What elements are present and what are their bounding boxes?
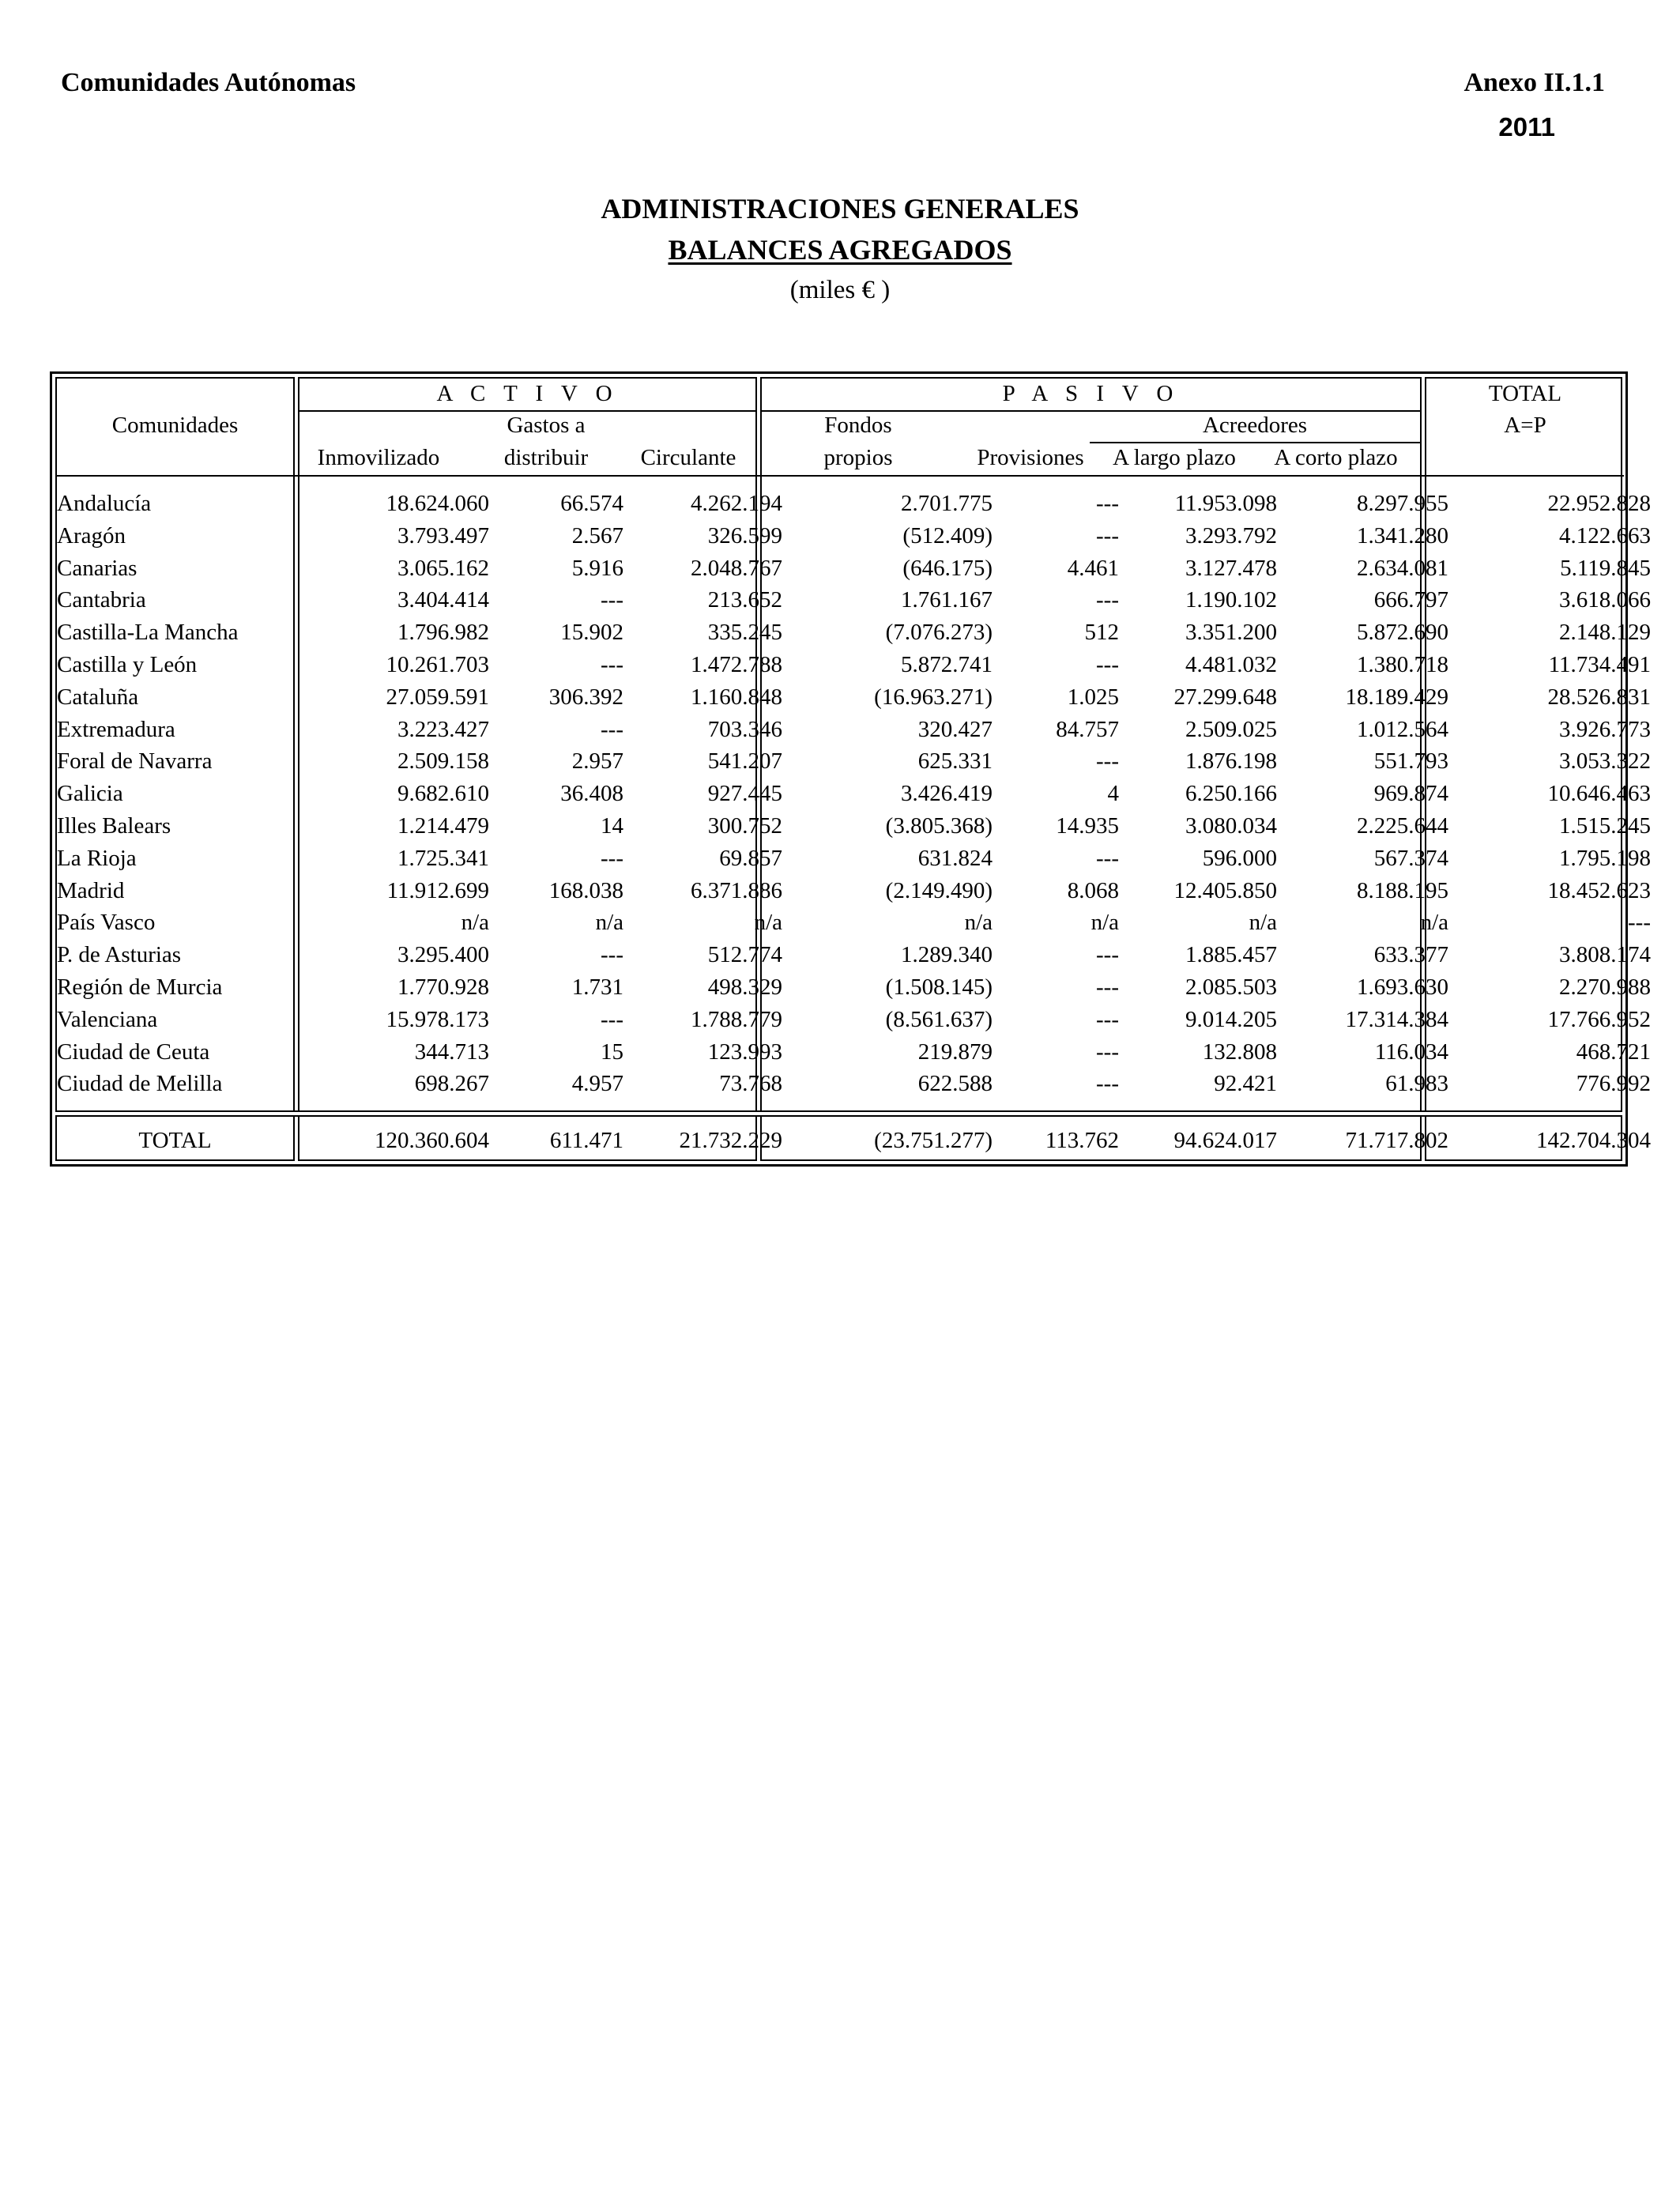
table-cell: 4.262.194 bbox=[691, 491, 782, 516]
total-cell: 120.360.604 bbox=[375, 1128, 489, 1153]
table-cell: 168.038 bbox=[548, 877, 623, 903]
provisiones-header: Provisiones bbox=[977, 445, 1084, 470]
page-title: ADMINISTRACIONES GENERALES bbox=[601, 193, 1079, 224]
table-cell: 5.916 bbox=[571, 555, 623, 581]
table-cell: 1.796.982 bbox=[397, 620, 489, 646]
row-label: Valenciana bbox=[57, 1006, 158, 1032]
table-cell: 3.065.162 bbox=[397, 555, 489, 581]
table-cell: 1.472.788 bbox=[691, 652, 782, 677]
table-cell: 17.314.384 bbox=[1345, 1006, 1448, 1032]
table-cell: (7.076.273) bbox=[885, 620, 993, 646]
table-cell: 541.207 bbox=[707, 748, 782, 775]
table-cell: 4.461 bbox=[1067, 555, 1119, 581]
table-cell: 622.588 bbox=[917, 1071, 993, 1097]
table-cell: 132.808 bbox=[1202, 1039, 1277, 1065]
table-cell: 5.872.690 bbox=[1357, 620, 1448, 646]
table-cell: (3.805.368) bbox=[885, 813, 993, 839]
table-cell: 3.404.414 bbox=[397, 587, 489, 613]
table-cell: 6.371.886 bbox=[691, 877, 782, 903]
table-cell: 36.408 bbox=[560, 781, 623, 807]
table-cell: 3.808.174 bbox=[1559, 942, 1651, 968]
table-cell: --- bbox=[1096, 1071, 1119, 1097]
table-cell: n/a bbox=[1420, 910, 1448, 936]
table-cell: 15.902 bbox=[560, 620, 623, 646]
activo-header: A C T I V O bbox=[436, 381, 619, 406]
row-label: Cataluña bbox=[57, 684, 139, 710]
table-cell: 306.392 bbox=[548, 684, 623, 710]
gastos-header-1: Gastos a bbox=[507, 413, 586, 438]
table-cell: n/a bbox=[754, 910, 782, 936]
table-cell: 2.148.129 bbox=[1559, 620, 1651, 646]
gastos-header-2: distribuir bbox=[503, 445, 589, 470]
table-cell: 4.957 bbox=[571, 1071, 623, 1097]
acreedores-header: Acreedores bbox=[1202, 413, 1308, 438]
table-cell: --- bbox=[1096, 652, 1119, 677]
table-cell: 1.788.779 bbox=[691, 1006, 782, 1032]
table-cell: 4.122.663 bbox=[1559, 522, 1651, 548]
table-cell: --- bbox=[601, 652, 623, 677]
table-cell: 2.509.158 bbox=[397, 748, 489, 775]
table-cell: 8.188.195 bbox=[1357, 877, 1448, 903]
table-cell: 776.992 bbox=[1576, 1071, 1651, 1097]
table-cell: 512.774 bbox=[707, 942, 782, 968]
table-cell: 927.445 bbox=[707, 781, 782, 807]
total-cell: 142.704.304 bbox=[1536, 1128, 1651, 1153]
inmovilizado-header: Inmovilizado bbox=[317, 445, 440, 470]
table-cell: 11.734.491 bbox=[1548, 652, 1651, 677]
table-cell: 3.080.034 bbox=[1185, 813, 1277, 839]
table-cell: 28.526.831 bbox=[1547, 684, 1651, 710]
table-cell: 27.299.648 bbox=[1173, 684, 1277, 710]
table-cell: 625.331 bbox=[917, 748, 993, 775]
table-cell: n/a bbox=[1090, 910, 1119, 936]
table-cell: --- bbox=[1096, 1039, 1119, 1065]
table-cell: 6.250.166 bbox=[1185, 781, 1277, 807]
table-cell: 551.793 bbox=[1373, 748, 1448, 775]
table-cell: --- bbox=[601, 845, 623, 871]
table-cell: 631.824 bbox=[917, 845, 993, 871]
table-cell: n/a bbox=[595, 910, 623, 936]
table-cell: 3.053.322 bbox=[1559, 748, 1651, 775]
table-cell: 1.876.198 bbox=[1185, 748, 1277, 775]
table-cell: --- bbox=[1096, 845, 1119, 871]
table-cell: 84.757 bbox=[1056, 716, 1119, 742]
row-label: Foral de Navarra bbox=[57, 748, 213, 775]
table-cell: 633.377 bbox=[1373, 942, 1448, 968]
table-cell: 9.682.610 bbox=[397, 781, 489, 807]
table-cell: 18.624.060 bbox=[386, 491, 489, 516]
table-cell: 8.297.955 bbox=[1357, 491, 1448, 516]
table-cell: 498.329 bbox=[707, 974, 782, 1000]
title-block bbox=[0, 188, 1680, 310]
table-cell: --- bbox=[1628, 910, 1651, 936]
table-cell: 219.879 bbox=[917, 1039, 993, 1065]
table-cell: 9.014.205 bbox=[1185, 1006, 1277, 1032]
table-cell: 1.770.928 bbox=[397, 974, 489, 1000]
table-cell: 666.797 bbox=[1373, 587, 1448, 613]
table-cell: 5.119.845 bbox=[1560, 555, 1651, 581]
divider-activo bbox=[293, 377, 299, 1161]
corto-plazo-header: A corto plazo bbox=[1274, 445, 1398, 470]
report-year: 2011 bbox=[1498, 112, 1555, 141]
table-cell: 11.953.098 bbox=[1174, 491, 1277, 516]
table-cell: (512.409) bbox=[902, 522, 993, 548]
table-cell: 61.983 bbox=[1385, 1071, 1448, 1097]
table-cell: 116.034 bbox=[1374, 1039, 1448, 1065]
header-bottom-line bbox=[55, 475, 1624, 477]
table-cell: 3.293.792 bbox=[1185, 522, 1277, 548]
circulante-header: Circulante bbox=[640, 445, 736, 470]
table-cell: 92.421 bbox=[1214, 1071, 1277, 1097]
table-cell: 3.295.400 bbox=[397, 942, 489, 968]
table-cell: --- bbox=[1096, 942, 1119, 968]
total-header: TOTAL bbox=[1488, 381, 1562, 406]
pasivo-header: P A S I V O bbox=[1002, 381, 1180, 406]
units-label: (miles € ) bbox=[789, 276, 891, 304]
table-cell: 2.270.988 bbox=[1559, 974, 1651, 1000]
table-cell: 14 bbox=[601, 813, 623, 839]
table-cell: 2.701.775 bbox=[901, 491, 993, 516]
row-label: Canarias bbox=[57, 555, 137, 581]
table-cell: 2.567 bbox=[571, 522, 623, 548]
row-label: Región de Murcia bbox=[57, 974, 223, 1000]
total-header-sub: A=P bbox=[1504, 413, 1546, 438]
total-cell: 21.732.229 bbox=[679, 1128, 782, 1153]
table-cell: --- bbox=[1096, 587, 1119, 613]
table-cell: 1.795.198 bbox=[1559, 845, 1651, 871]
table-cell: (16.963.271) bbox=[874, 684, 993, 710]
table-cell: 1.341.280 bbox=[1357, 522, 1448, 548]
table-cell: 468.721 bbox=[1576, 1039, 1651, 1065]
table-cell: 2.509.025 bbox=[1185, 716, 1277, 742]
table-cell: 14.935 bbox=[1056, 813, 1119, 839]
table-cell: --- bbox=[1096, 974, 1119, 1000]
table-cell: 213.652 bbox=[707, 587, 782, 613]
table-cell: 1.761.167 bbox=[901, 587, 993, 613]
table-cell: 1.725.341 bbox=[397, 845, 489, 871]
table-cell: --- bbox=[601, 716, 623, 742]
table-cell: 27.059.591 bbox=[386, 684, 489, 710]
table-cell: --- bbox=[601, 587, 623, 613]
table-cell: 1.190.102 bbox=[1185, 587, 1277, 613]
table-cell: 8.068 bbox=[1067, 877, 1119, 903]
table-cell: (8.561.637) bbox=[885, 1006, 993, 1032]
table-cell: 15 bbox=[601, 1039, 623, 1065]
table-cell: 326.599 bbox=[707, 522, 782, 548]
table-cell: 69.857 bbox=[719, 845, 782, 871]
table-cell: (2.149.490) bbox=[885, 877, 993, 903]
table-cell: 300.752 bbox=[707, 813, 782, 839]
total-cell: 113.762 bbox=[1045, 1128, 1119, 1153]
table-cell: --- bbox=[601, 1006, 623, 1032]
section-title: Comunidades Autónomas bbox=[61, 68, 356, 97]
table-cell: n/a bbox=[1249, 910, 1277, 936]
table-cell: 512 bbox=[1084, 620, 1119, 646]
table-cell: 73.768 bbox=[719, 1071, 782, 1097]
table-cell: 1.380.718 bbox=[1357, 652, 1448, 677]
annex-number: Anexo II.1.1 bbox=[1463, 68, 1605, 97]
table-cell: 5.872.741 bbox=[901, 652, 993, 677]
fondos-header-2: propios bbox=[823, 445, 893, 470]
table-cell: 703.346 bbox=[707, 716, 782, 742]
row-label: Aragón bbox=[57, 522, 126, 548]
row-label: Ciudad de Melilla bbox=[57, 1071, 223, 1097]
table-cell: 1.025 bbox=[1067, 684, 1119, 710]
table-cell: 596.000 bbox=[1202, 845, 1277, 871]
table-cell: 18.189.429 bbox=[1345, 684, 1448, 710]
table-cell: 567.374 bbox=[1373, 845, 1448, 871]
row-label: Extremadura bbox=[57, 716, 175, 742]
table-cell: --- bbox=[601, 942, 623, 968]
table-cell: 15.978.173 bbox=[386, 1006, 489, 1032]
table-cell: 4 bbox=[1107, 781, 1119, 807]
table-cell: 10.261.703 bbox=[386, 652, 489, 677]
table-cell: 1.289.340 bbox=[901, 942, 993, 968]
table-cell: (1.508.145) bbox=[885, 974, 993, 1000]
table-cell: 1.515.245 bbox=[1559, 813, 1651, 839]
table-cell: 3.793.497 bbox=[397, 522, 489, 548]
largo-plazo-header: A largo plazo bbox=[1113, 445, 1236, 470]
table-cell: 1.885.457 bbox=[1185, 942, 1277, 968]
row-label: Galicia bbox=[57, 781, 123, 807]
fondos-header-1: Fondos bbox=[824, 413, 892, 438]
table-cell: 17.766.952 bbox=[1547, 1006, 1651, 1032]
table-cell: 335.245 bbox=[707, 620, 782, 646]
total-cell: 71.717.802 bbox=[1345, 1128, 1448, 1153]
table-cell: 320.427 bbox=[917, 716, 993, 742]
table-cell: 3.618.066 bbox=[1559, 587, 1651, 613]
table-cell: 1.214.479 bbox=[397, 813, 489, 839]
table-cell: 1.012.564 bbox=[1357, 716, 1448, 742]
table-cell: 66.574 bbox=[560, 491, 623, 516]
table-cell: --- bbox=[1096, 522, 1119, 548]
total-cell: (23.751.277) bbox=[874, 1128, 993, 1153]
row-label: Ciudad de Ceuta bbox=[57, 1039, 210, 1065]
row-label: Andalucía bbox=[57, 491, 152, 516]
table-cell: 22.952.828 bbox=[1547, 491, 1651, 516]
table-cell: 1.160.848 bbox=[691, 684, 782, 710]
table-cell: 123.993 bbox=[707, 1039, 782, 1065]
row-label: Madrid bbox=[57, 877, 125, 903]
row-label: Castilla y León bbox=[57, 652, 198, 677]
table-cell: 344.713 bbox=[414, 1039, 489, 1065]
comunidades-header: Comunidades bbox=[111, 413, 239, 438]
table-cell: --- bbox=[1096, 1006, 1119, 1032]
table-cell: 3.426.419 bbox=[901, 781, 993, 807]
balance-table bbox=[50, 371, 1651, 1167]
total-divider bbox=[55, 1110, 1622, 1117]
row-label: Castilla-La Mancha bbox=[57, 620, 239, 646]
table-cell: 3.127.478 bbox=[1185, 555, 1277, 581]
table-cell: 4.481.032 bbox=[1185, 652, 1277, 677]
table-cell: 698.267 bbox=[414, 1071, 489, 1097]
table-cell: 2.085.503 bbox=[1185, 974, 1277, 1000]
table-cell: 18.452.623 bbox=[1547, 877, 1651, 903]
table-cell: n/a bbox=[964, 910, 993, 936]
table-cell: --- bbox=[1096, 748, 1119, 775]
table-cell: 1.693.630 bbox=[1357, 974, 1448, 1000]
total-cell: 611.471 bbox=[549, 1128, 623, 1153]
table-cell: 2.634.081 bbox=[1357, 555, 1448, 581]
table-cell: --- bbox=[1096, 491, 1119, 516]
table-cell: 2.957 bbox=[571, 748, 623, 775]
table-cell: 10.646.463 bbox=[1547, 781, 1651, 807]
page-subtitle: BALANCES AGREGADOS bbox=[668, 234, 1012, 266]
row-label: País Vasco bbox=[57, 910, 156, 936]
table-cell: 12.405.850 bbox=[1173, 877, 1277, 903]
table-cell: n/a bbox=[461, 910, 489, 936]
table-cell: 2.048.767 bbox=[691, 555, 782, 581]
row-label: P. de Asturias bbox=[57, 942, 182, 968]
table-cell: 11.912.699 bbox=[386, 877, 489, 903]
table-cell: 1.731 bbox=[571, 974, 623, 1000]
row-label: La Rioja bbox=[57, 845, 137, 871]
total-label: TOTAL bbox=[138, 1128, 212, 1153]
table-cell: 2.225.644 bbox=[1357, 813, 1448, 839]
table-cell: 3.926.773 bbox=[1559, 716, 1651, 742]
table-cell: (646.175) bbox=[902, 555, 993, 581]
total-cell: 94.624.017 bbox=[1173, 1128, 1277, 1153]
row-label: Cantabria bbox=[57, 587, 146, 613]
table-cell: 969.874 bbox=[1373, 781, 1448, 807]
table-cell: 3.223.427 bbox=[397, 716, 489, 742]
row-label: Illes Balears bbox=[57, 813, 171, 839]
table-cell: 3.351.200 bbox=[1185, 620, 1277, 646]
